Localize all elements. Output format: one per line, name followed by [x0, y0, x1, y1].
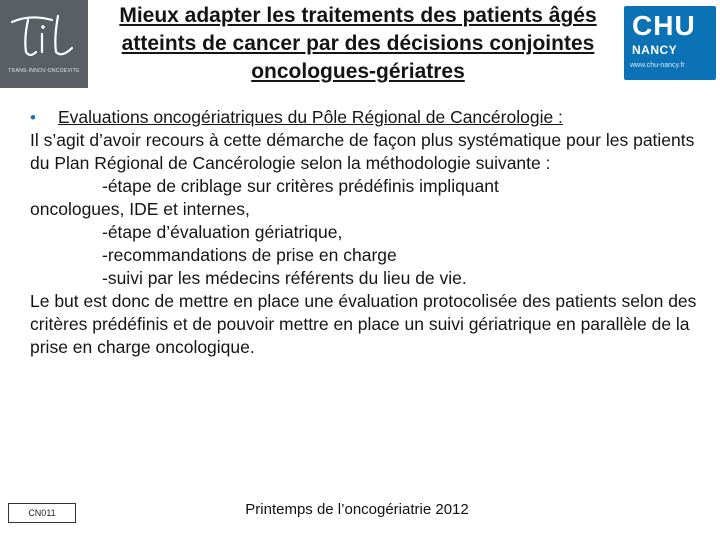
bullet-heading: Evaluations oncogériatriques du Pôle Régional de Cancérologie : — [58, 107, 563, 127]
bullet-item — [30, 106, 714, 129]
til-logo-mark-icon — [8, 8, 80, 70]
conclusion-paragraph: Le but est donc de mettre en place une évaluation protocolisée des patients selon des critères prédéfinis et de pouvoir mettre en place un suivi gériatrique en parallèle de la prise en charge oncologique. — [30, 291, 697, 357]
title-line-2: atteints de cancer par des décisions conjointes — [121, 32, 595, 55]
logo-left-tagline: TRANS-INNOV-ONCOEVITE — [8, 68, 80, 74]
slide-body — [30, 106, 714, 359]
logo-til — [0, 0, 88, 88]
intro-paragraph: Il s’agit d’avoir recours à cette démarche de façon plus systématique pour les patients du Plan Régional de Cancérologie selon la méthodologie suivante : — [30, 130, 695, 173]
logo-web-text: www.chu-nancy.fr — [630, 62, 685, 69]
title-line-3: oncologues-gériatres — [251, 60, 465, 83]
step-recommandations: -recommandations de prise en charge — [102, 245, 397, 265]
footer-event: Printemps de l’oncogériatrie 2012 — [245, 501, 469, 518]
step-criblage: -étape de criblage sur critères prédéfinis impliquant — [102, 176, 499, 196]
step-criblage-continued: oncologues, IDE et internes, — [30, 199, 250, 219]
bullet-dot-icon: • — [30, 108, 36, 127]
logo-city-text: NANCY — [632, 43, 678, 57]
step-suivi: -suivi par les médecins référents du lieu de vie. — [102, 268, 467, 288]
title-line-1: Mieux adapter les traitements des patients âgés — [119, 4, 597, 27]
logo-chu-nancy — [624, 6, 716, 80]
slide-code: CN011 — [8, 503, 76, 523]
page-title — [108, 2, 608, 86]
step-evaluation: -étape d’évaluation gériatrique, — [102, 222, 343, 242]
logo-chu-text: CHU — [632, 10, 696, 41]
